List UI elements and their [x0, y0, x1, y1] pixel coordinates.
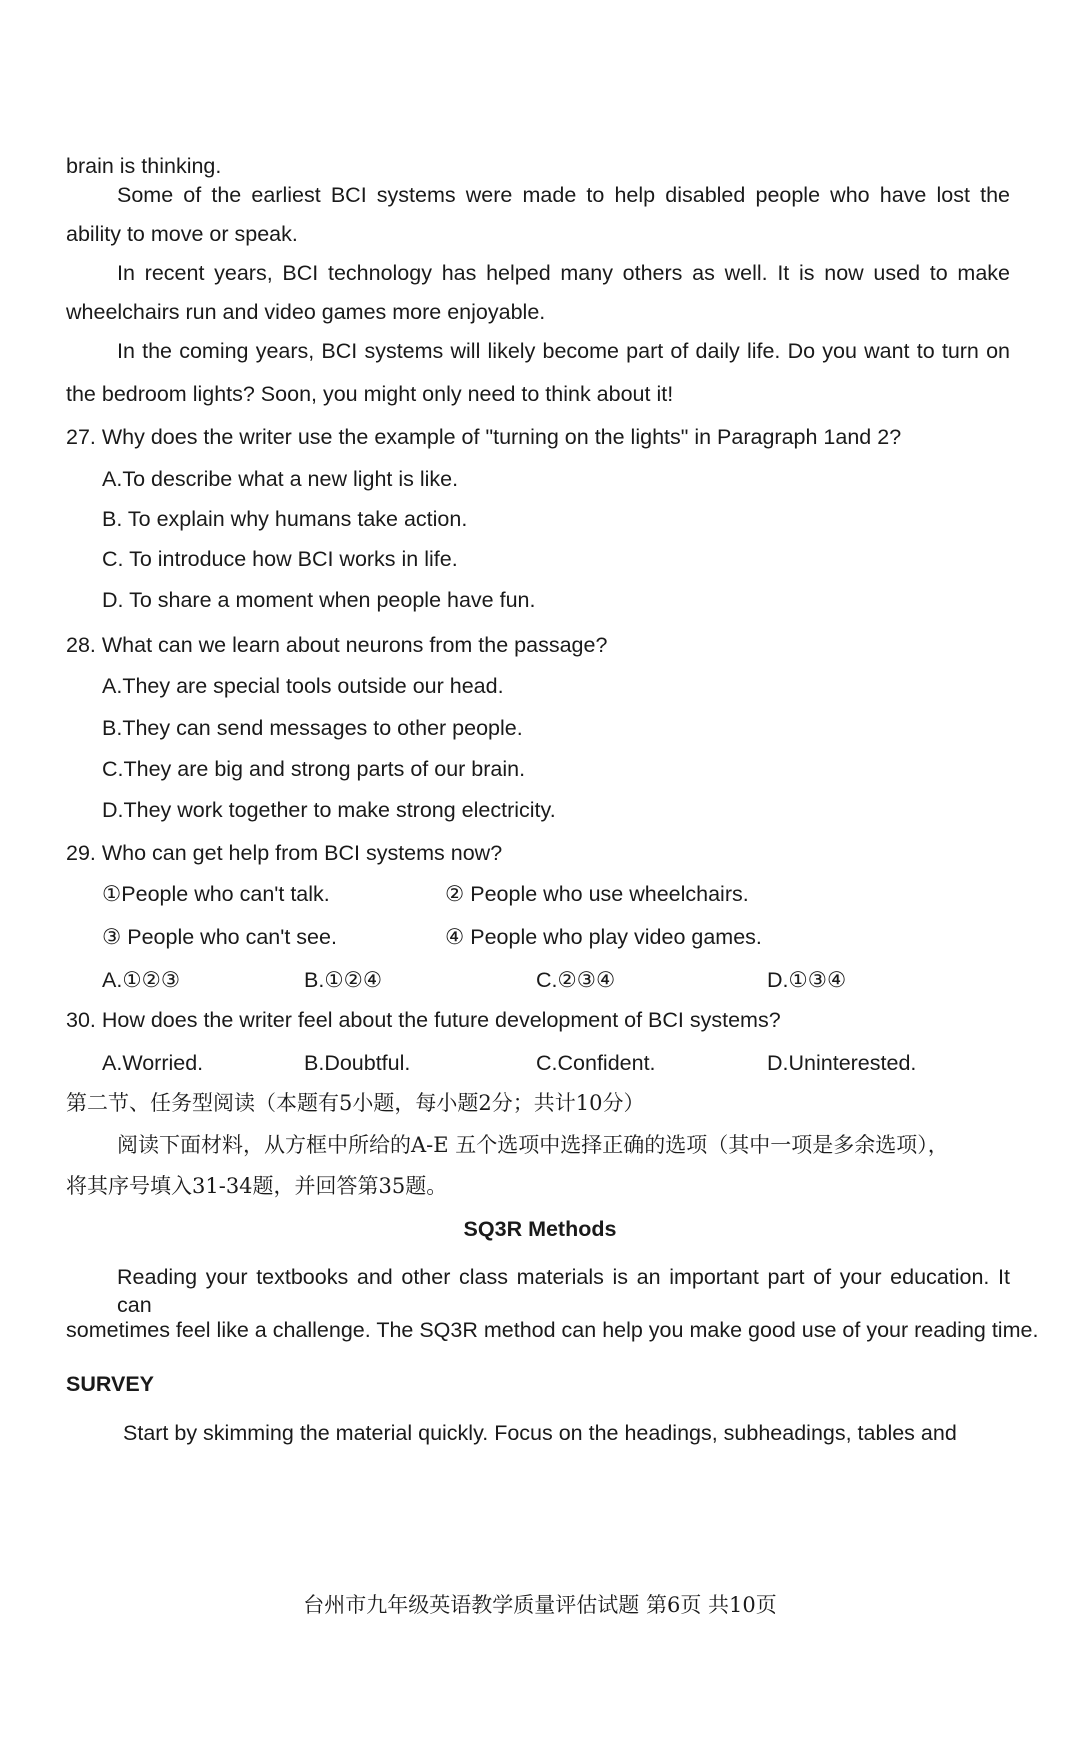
question-28-option-d: D.They work together to make strong electricity. [102, 798, 556, 822]
question-28-option-c: C.They are big and strong parts of our brain. [102, 757, 526, 781]
question-30-option-c: C.Confident. [536, 1051, 656, 1075]
question-29-option-a: A.①②③ [102, 968, 181, 992]
question-27-option-c: C. To introduce how BCI works in life. [102, 547, 458, 571]
article-line: Start by skimming the material quickly. Focus on the headings, subheadings, tables and [123, 1421, 957, 1445]
page-footer: 台州市九年级英语教学质量评估试题 第6页 共10页 [303, 1593, 777, 1617]
question-28-option-a: A.They are special tools outside our head. [102, 674, 504, 698]
question-28-stem: 28. What can we learn about neurons from the passage? [66, 633, 608, 657]
passage-line: the bedroom lights? Soon, you might only need to think about it! [66, 382, 674, 406]
passage-line: Some of the earliest BCI systems were made to help disabled people who have lost the [117, 183, 1010, 207]
question-29-item-1: ①People who can't talk. [102, 882, 330, 906]
passage-line: brain is thinking. [66, 154, 222, 178]
question-29-stem: 29. Who can get help from BCI systems now? [66, 841, 503, 865]
question-29-option-d: D.①③④ [767, 968, 847, 992]
question-27-stem: 27. Why does the writer use the example of "turning on the lights" in Paragraph 1and 2? [66, 425, 902, 449]
passage-line: wheelchairs run and video games more enjoyable. [66, 300, 546, 324]
article-title: SQ3R Methods [463, 1217, 617, 1241]
question-29-item-3: ③ People who can't see. [102, 925, 337, 949]
article-line: Reading your textbooks and other class materials is an important part of your education. It can [117, 1265, 1010, 1317]
question-30-stem: 30. How does the writer feel about the future development of BCI systems? [66, 1008, 781, 1032]
question-30-option-d: D.Uninterested. [767, 1051, 917, 1075]
question-27-option-d: D. To share a moment when people have fun. [102, 588, 536, 612]
question-29-item-2: ② People who use wheelchairs. [445, 882, 749, 906]
passage-line: In recent years, BCI technology has helped many others as well. It is now used to make [117, 261, 1010, 285]
question-30-option-a: A.Worried. [102, 1051, 204, 1075]
section-heading: 第二节、任务型阅读（本题有5小题，每小题2分；共计10分） [66, 1091, 645, 1115]
question-30-option-b: B.Doubtful. [304, 1051, 411, 1075]
survey-heading: SURVEY [66, 1372, 155, 1396]
question-28-option-b: B.They can send messages to other people. [102, 716, 523, 740]
passage-line: ability to move or speak. [66, 222, 298, 246]
question-29-item-4: ④ People who play video games. [445, 925, 762, 949]
question-29-option-c: C.②③④ [536, 968, 616, 992]
question-27-option-b: B. To explain why humans take action. [102, 507, 468, 531]
passage-line: In the coming years, BCI systems will likely become part of daily life. Do you want to turn on [117, 339, 1010, 363]
question-27-option-a: A.To describe what a new light is like. [102, 467, 459, 491]
question-29-option-b: B.①②④ [304, 968, 383, 992]
section-instructions: 将其序号填入31-34题，并回答第35题。 [66, 1174, 448, 1198]
article-line: sometimes feel like a challenge. The SQ3R method can help you make good use of your reading time. [66, 1318, 1039, 1342]
section-instructions: 阅读下面材料，从方框中所给的A-E 五个选项中选择正确的选项（其中一项是多余选项）， [117, 1133, 949, 1157]
